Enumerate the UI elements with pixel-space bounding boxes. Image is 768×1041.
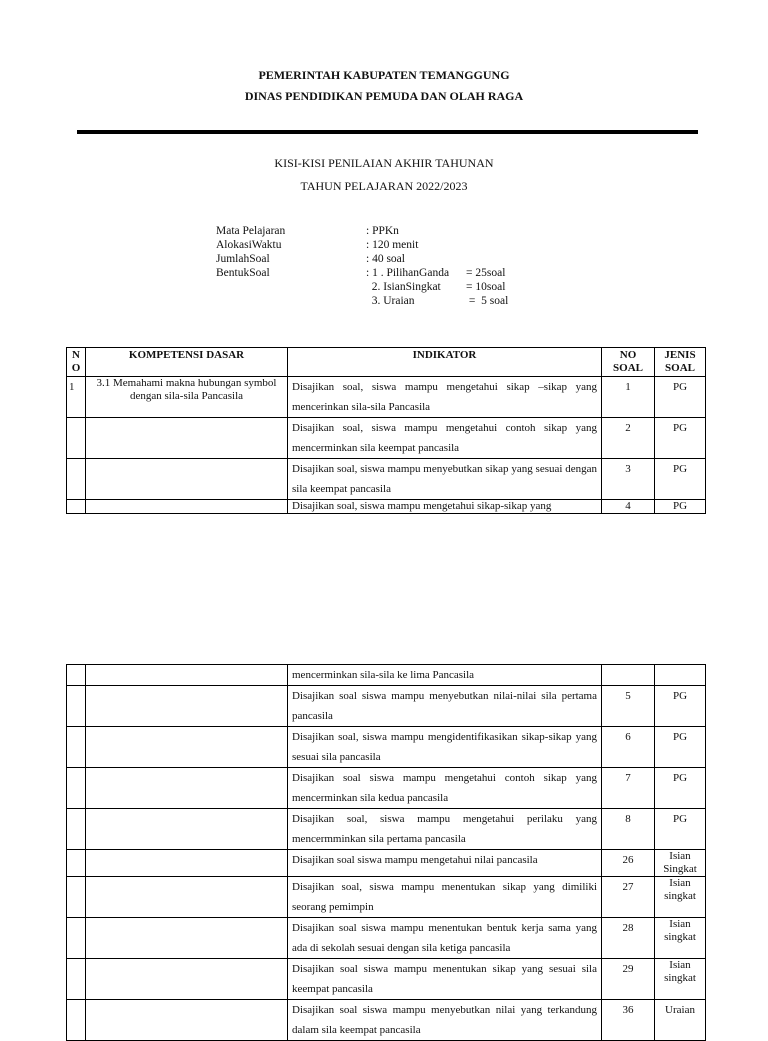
cell-indikator: Disajikan soal siswa mampu menyebutkan nilai yang terkandung dalam sila keempat pancasila <box>288 1000 602 1041</box>
cell-kompetensi <box>86 500 288 514</box>
header-divider <box>77 130 698 134</box>
cell-no-soal <box>602 665 655 686</box>
meta-row-subject <box>216 224 566 238</box>
cell-no <box>67 768 86 809</box>
table-row <box>67 768 706 809</box>
cell-indikator: Disajikan soal siswa mampu mengetahui nilai pancasila <box>288 850 602 877</box>
table-row <box>67 850 706 877</box>
table-row <box>67 1000 706 1041</box>
cell-jenis-soal: PG <box>655 686 706 727</box>
cell-jenis-soal: Isian singkat <box>655 918 706 959</box>
cell-no <box>67 727 86 768</box>
meta-value: : PPKn <box>366 225 399 237</box>
document-year: TAHUN PELAJARAN 2022/2023 <box>300 179 468 193</box>
form-item: : 1 . PilihanGanda <box>366 267 450 279</box>
cell-no-soal: 4 <box>602 500 655 514</box>
meta-value: : 40 soal <box>366 253 405 265</box>
cell-no-soal: 27 <box>602 877 655 918</box>
table-header-row <box>67 348 706 377</box>
cell-no <box>67 500 86 514</box>
cell-indikator: Disajikan soal, siswa mampu mengetahui contoh sikap yang mencerminkan sila keempat pancasila <box>288 418 602 459</box>
table-row <box>67 418 706 459</box>
table-row <box>67 809 706 850</box>
table-row <box>67 665 706 686</box>
cell-jenis-soal: Isian Singkat <box>655 850 706 877</box>
cell-jenis-soal: PG <box>655 809 706 850</box>
cell-kompetensi <box>86 809 288 850</box>
meta-value: : 120 menit <box>366 239 419 251</box>
header-line-2: DINAS PENDIDIKAN PEMUDA DAN OLAH RAGA <box>244 89 524 103</box>
table-row <box>67 918 706 959</box>
table-row <box>67 727 706 768</box>
cell-indikator: Disajikan soal siswa mampu mengetahui contoh sikap yang mencerminkan sila kedua pancasila <box>288 768 602 809</box>
cell-jenis-soal: Isian singkat <box>655 959 706 1000</box>
cell-kompetensi <box>86 918 288 959</box>
cell-indikator: Disajikan soal, siswa mampu menentukan sikap yang dimiliki seorang pemimpin <box>288 877 602 918</box>
cell-kompetensi <box>86 418 288 459</box>
cell-no <box>67 809 86 850</box>
cell-no-soal: 28 <box>602 918 655 959</box>
cell-jenis-soal: PG <box>655 500 706 514</box>
cell-kompetensi <box>86 727 288 768</box>
table-row <box>67 377 706 418</box>
form-count: = 10soal <box>466 281 506 293</box>
grid-table-page-1 <box>66 347 706 514</box>
cell-jenis-soal: PG <box>655 768 706 809</box>
cell-no-soal: 36 <box>602 1000 655 1041</box>
cell-no <box>67 459 86 500</box>
table-row <box>67 877 706 918</box>
cell-no <box>67 850 86 877</box>
document-title: KISI-KISI PENILAIAN AKHIR TAHUNAN <box>274 156 494 170</box>
cell-jenis-soal: PG <box>655 727 706 768</box>
meta-row-form-2 <box>216 280 566 294</box>
cell-kompetensi <box>86 850 288 877</box>
cell-no <box>67 918 86 959</box>
cell-jenis-soal: PG <box>655 377 706 418</box>
cell-no-soal: 8 <box>602 809 655 850</box>
form-item: 2. IsianSingkat <box>366 281 441 293</box>
cell-no-soal: 29 <box>602 959 655 1000</box>
table-row <box>67 459 706 500</box>
meta-row-form <box>216 266 566 280</box>
cell-no-soal: 1 <box>602 377 655 418</box>
table-row <box>67 959 706 1000</box>
cell-indikator: Disajikan soal, siswa mampu mengetahui perilaku yang mencermminkan sila pertama pancasila <box>288 809 602 850</box>
cell-no <box>67 877 86 918</box>
header-kompetensi: KOMPETENSI DASAR <box>86 348 288 377</box>
cell-kompetensi <box>86 768 288 809</box>
meta-label: JumlahSoal <box>216 253 270 265</box>
cell-no-soal: 2 <box>602 418 655 459</box>
meta-row-count <box>216 252 566 266</box>
cell-no <box>67 959 86 1000</box>
cell-jenis-soal: PG <box>655 418 706 459</box>
cell-no-soal: 26 <box>602 850 655 877</box>
form-item: 3. Uraian <box>366 295 415 307</box>
cell-indikator: Disajikan soal siswa mampu menyebutkan nilai-nilai sila pertama pancasila <box>288 686 602 727</box>
cell-kompetensi <box>86 877 288 918</box>
cell-kompetensi <box>86 459 288 500</box>
cell-kompetensi <box>86 665 288 686</box>
cell-no <box>67 686 86 727</box>
cell-no-soal: 3 <box>602 459 655 500</box>
cell-no-soal: 7 <box>602 768 655 809</box>
header-jenis-soal: JENIS SOAL <box>655 348 706 377</box>
cell-no <box>67 418 86 459</box>
meta-row-form-3 <box>216 294 566 308</box>
cell-indikator: Disajikan soal, siswa mampu mengidentifikasikan sikap-sikap yang sesuai sila pancasila <box>288 727 602 768</box>
grid-table-page-2 <box>66 664 706 1041</box>
cell-no <box>67 1000 86 1041</box>
meta-row-time <box>216 238 566 252</box>
form-count: = 25soal <box>466 267 506 279</box>
cell-no-soal: 5 <box>602 686 655 727</box>
header-no: N O <box>67 348 86 377</box>
cell-jenis-soal <box>655 665 706 686</box>
cell-indikator: Disajikan soal siswa mampu menentukan bentuk kerja sama yang ada di sekolah sesuai dengan sila ketiga pancasila <box>288 918 602 959</box>
cell-kompetensi <box>86 959 288 1000</box>
table-row <box>67 500 706 514</box>
cell-kompetensi <box>86 686 288 727</box>
cell-indikator: Disajikan soal siswa mampu menentukan sikap yang sesuai sila keempat pancasila <box>288 959 602 1000</box>
cell-indikator: mencerminkan sila-sila ke lima Pancasila <box>288 665 602 686</box>
cell-kompetensi: 3.1 Memahami makna hubungan symbol dengan sila-sila Pancasila <box>86 377 288 418</box>
header-no-soal: NO SOAL <box>602 348 655 377</box>
cell-jenis-soal: PG <box>655 459 706 500</box>
header-indikator: INDIKATOR <box>288 348 602 377</box>
header-line-1: PEMERINTAH KABUPATEN TEMANGGUNG <box>258 68 510 82</box>
cell-kompetensi <box>86 1000 288 1041</box>
table-row <box>67 686 706 727</box>
subject-info <box>216 224 566 308</box>
form-count: = 5 soal <box>466 295 509 307</box>
cell-jenis-soal: Isian singkat <box>655 877 706 918</box>
cell-jenis-soal: Uraian <box>655 1000 706 1041</box>
cell-no-soal: 6 <box>602 727 655 768</box>
meta-label: Mata Pelajaran <box>216 225 286 237</box>
cell-indikator: Disajikan soal, siswa mampu mengetahui sikap –sikap yang mencerinkan sila-sila Pancasila <box>288 377 602 418</box>
cell-no <box>67 665 86 686</box>
meta-label: AlokasiWaktu <box>216 239 282 251</box>
cell-indikator: Disajikan soal, siswa mampu mengetahui sikap-sikap yang <box>288 500 602 514</box>
cell-indikator: Disajikan soal, siswa mampu menyebutkan sikap yang sesuai dengan sila keempat pancasila <box>288 459 602 500</box>
cell-no: 1 <box>67 377 86 418</box>
meta-label: BentukSoal <box>216 267 270 279</box>
